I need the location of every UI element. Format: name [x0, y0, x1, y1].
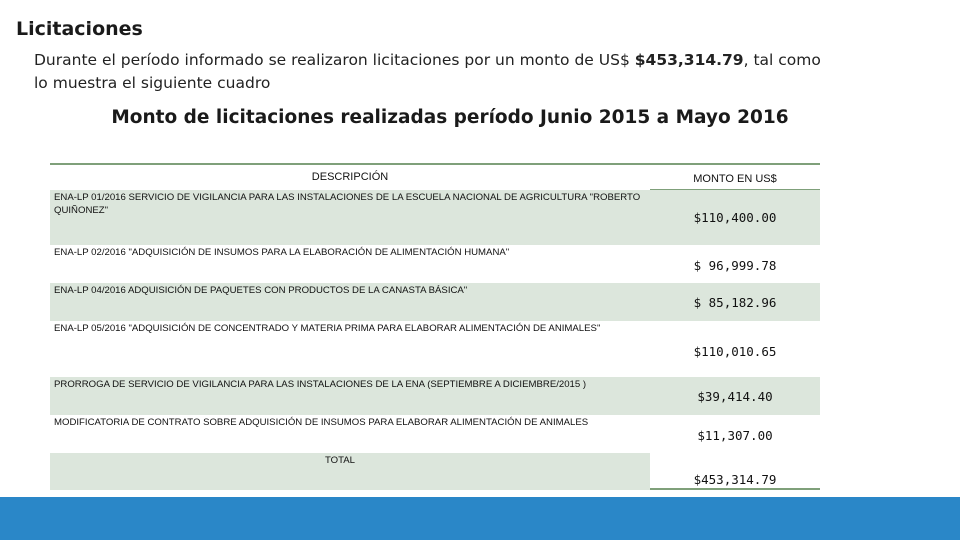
row-5-description: PRORROGA DE SERVICIO DE VIGILANCIA PARA LAS INSTALACIONES DE LA ENA (SEPTIEMBRE A DICIEMBRE/2015 ) [50, 377, 650, 415]
header-amount: MONTO EN US$ [650, 165, 820, 190]
header-description: DESCRIPCIÓN [311, 171, 389, 183]
table-title: Monto de licitaciones realizadas período Junio 2015 a Mayo 2016 [111, 107, 789, 128]
row-4-description: ENA-LP 05/2016 "ADQUISICIÓN DE CONCENTRADO Y MATERIA PRIMA PARA ELABORAR ALIMENTACIÓN DE ANIMALES" [54, 323, 601, 334]
intro-paragraph [34, 49, 824, 95]
row-1-description: ENA-LP 01/2016 SERVICIO DE VIGILANCIA PARA LAS INSTALACIONES DE LA ESCUELA NACIONAL DE AGRICULTURA "ROBERTO QUIÑONEZ" [50, 190, 650, 245]
intro-text: Durante el período informado se realizaron licitaciones por un monto de US$ [34, 51, 635, 69]
row-3-amount: $ 85,182.96 [650, 283, 820, 321]
row-2-amount: $ 96,999.78 [693, 258, 777, 273]
total-label-text: TOTAL [324, 455, 356, 466]
bottom-accent-bar [0, 497, 960, 540]
intro-suffix: , tal como lo muestra el siguiente cuadro [34, 51, 821, 92]
total-amount: $453,314.79 [693, 472, 777, 487]
total-label [50, 453, 650, 490]
row-1-amount: $110,400.00 [650, 190, 820, 245]
row-2-description: ENA-LP 02/2016 "ADQUISICIÓN DE INSUMOS PARA LA ELABORACIÓN DE ALIMENTACIÓN HUMANA" [54, 247, 510, 258]
intro-amount: $453,314.79 [634, 51, 744, 69]
slide-title: Licitaciones [16, 18, 143, 40]
row-4-amount: $110,010.65 [693, 344, 777, 359]
row-6-amount: $11,307.00 [697, 428, 773, 443]
row-5-amount: $39,414.40 [650, 377, 820, 415]
bids-table [50, 163, 820, 490]
row-3-description: ENA-LP 04/2016 ADQUISICIÓN DE PAQUETES CON PRODUCTOS DE LA CANASTA BÁSICA" [50, 283, 650, 321]
row-6-description: MODIFICATORIA DE CONTRATO SOBRE ADQUISICIÓN DE INSUMOS PARA ELABORAR ALIMENTACIÓN DE ANIMALES [54, 417, 589, 428]
